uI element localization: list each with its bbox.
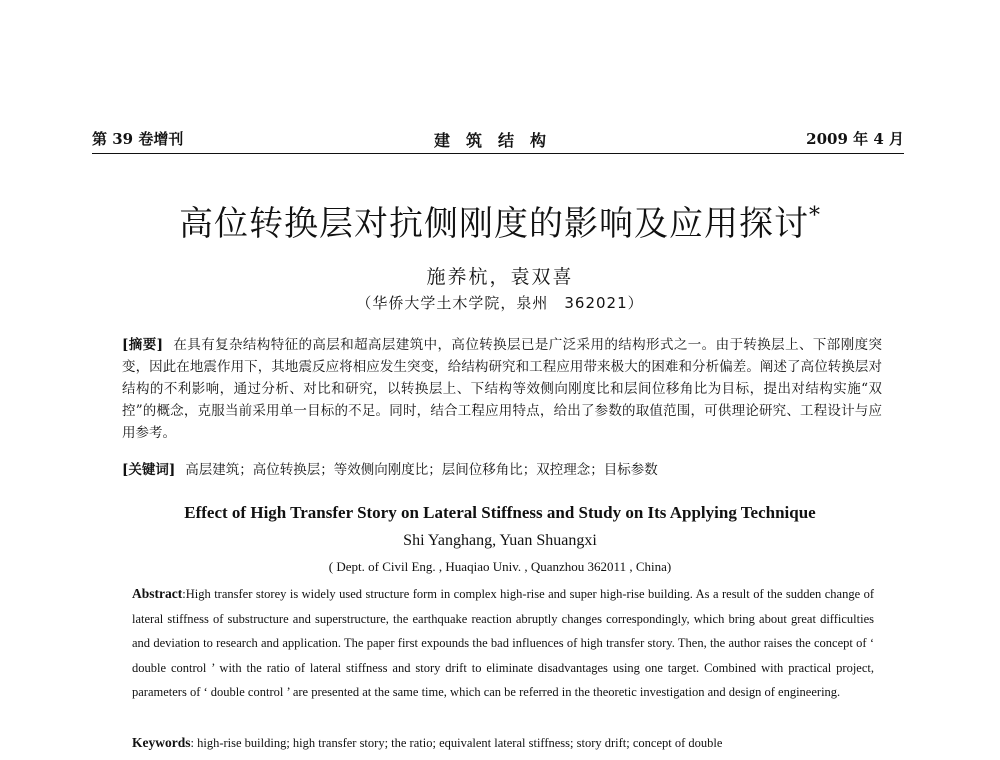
cn-keywords-text: 高层建筑；高位转换层；等效侧向刚度比；层间位移角比；双控理念；目标参数	[185, 462, 658, 478]
cn-keywords	[122, 459, 882, 481]
en-keywords-text: : high-rise building; high transfer story; the ratio; equivalent lateral stiffness; story drift; concept of double	[190, 736, 723, 750]
cn-affiliation: （华侨大学土木学院，泉州 362021）	[356, 294, 644, 312]
en-abstract-text: :High transfer storey is widely used structure form in complex high-rise and super high-rise building. As a result of the sudden change of lateral stiffness of substructure and superstructure, the earthquake reaction abruptly changes correspondingly, which bring about great difficulties and deviation to research and application. The paper first expounds the bad influences of high transfer story. Then, the author raises the concept of ‘ double control ’ with the ratio of lateral stiffness and story drift to eliminate disadvantages using one target. Combined with practical project, parameters of ‘ double control ’ are presented at the same time, which can be referred in the theoretic investigation and design of engineering.	[132, 587, 874, 699]
en-abstract	[132, 582, 874, 705]
cn-title	[0, 196, 1000, 245]
cn-keywords-label: [关键词]	[122, 462, 176, 478]
header-rule	[92, 153, 904, 154]
running-header	[92, 128, 904, 152]
en-authors: Shi Yanghang, Yuan Shuangxi	[403, 532, 597, 549]
en-keywords-label: Keywords	[132, 735, 191, 750]
journal-name: 建筑结构	[433, 131, 562, 150]
journal-volume: 第 39 卷增刊	[92, 130, 184, 148]
cn-abstract	[122, 334, 882, 444]
cn-title-text: 高位转换层对抗侧刚度的影响及应用探讨	[179, 204, 809, 244]
en-affiliation: ( Dept. of Civil Eng. , Huaqiao Univ. , Quanzhou 362011 , China)	[328, 559, 672, 574]
cn-abstract-label: [摘要]	[122, 337, 163, 353]
cn-authors: 施养杭，袁双喜	[426, 266, 574, 288]
cn-abstract-text: 在具有复杂结构特征的高层和超高层建筑中，高位转换层已是广泛采用的结构形式之一。由于转换层上、下部刚度突变，因此在地震作用下，其地震反应将相应发生突变，给结构研究和工程应用带来极大的困难和分析偏差。阐述了高位转换层对结构的不利影响，通过分析、对比和研究，以转换层上、下结构等效侧向刚度比和层间位移角比为目标，提出对结构实施“双控”的概念，克服当前采用单一目标的不足。同时，结合工程应用特点，给出了参数的取值范围，可供理论研究、工程设计与应用参考。	[122, 337, 882, 441]
en-title: Effect of High Transfer Story on Lateral Stiffness and Study on Its Applying Technique	[184, 503, 816, 522]
title-footnote-mark: *	[809, 203, 821, 229]
journal-date: 2009 年 4 月	[806, 130, 904, 148]
en-abstract-label: Abstract	[132, 586, 183, 601]
en-keywords	[132, 731, 874, 755]
